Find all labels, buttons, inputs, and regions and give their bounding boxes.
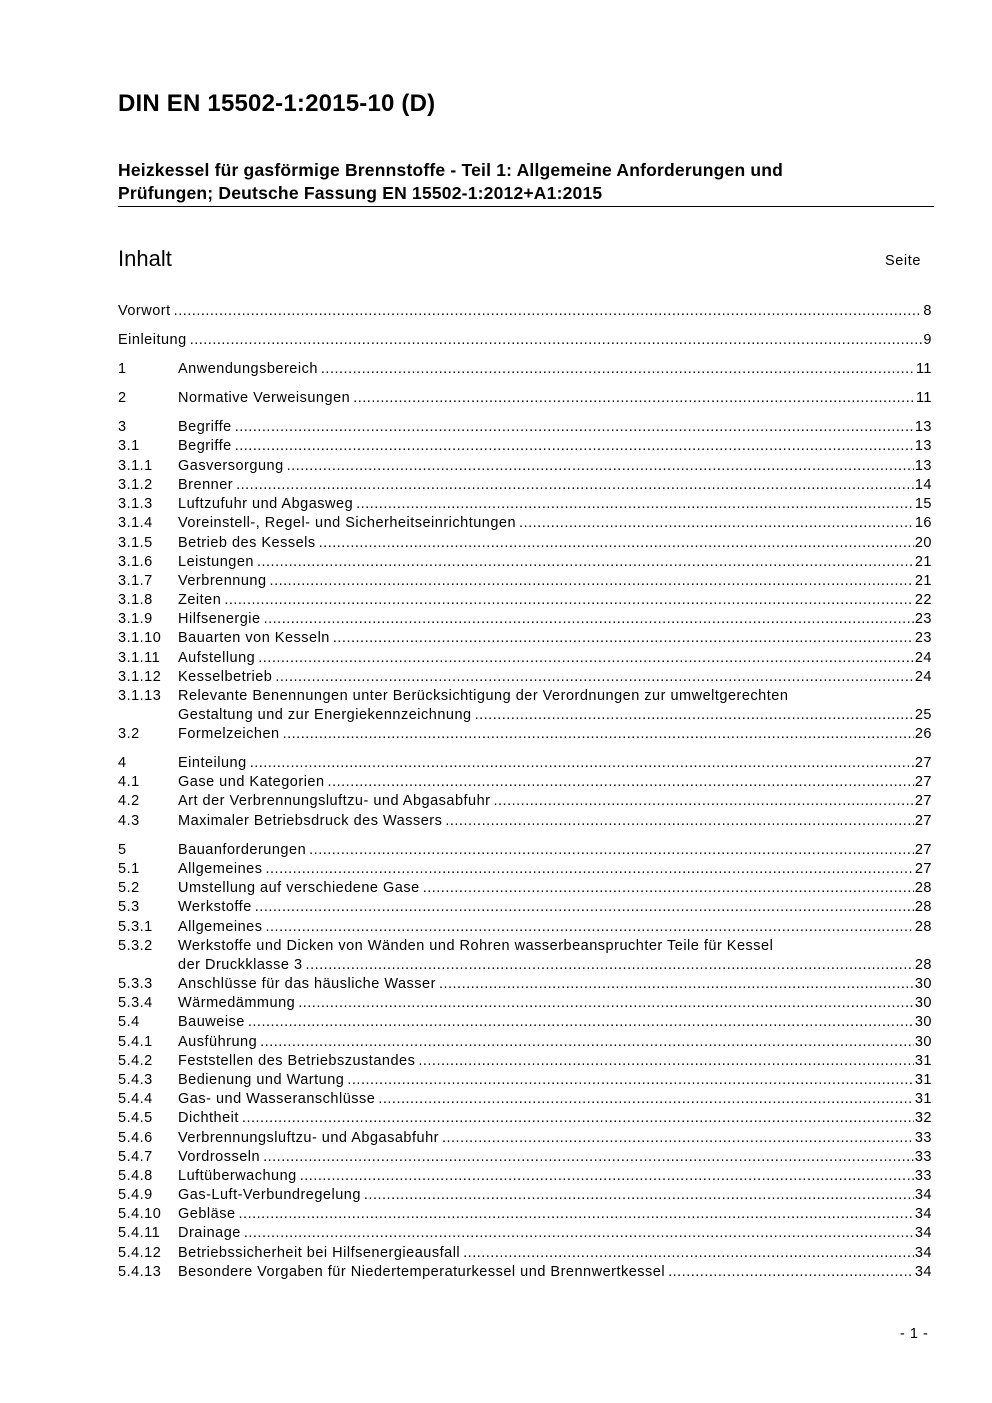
toc-entry-title: Anschlüsse für das häusliche Wasser bbox=[178, 976, 436, 992]
toc-entry-title: Normative Verweisungen bbox=[178, 390, 351, 406]
toc-entry-title: Vorwort bbox=[118, 303, 171, 319]
toc-entry-title: Ausführung bbox=[178, 1034, 258, 1050]
toc-entry[interactable] bbox=[118, 418, 932, 437]
toc-dot-leader bbox=[494, 792, 914, 811]
toc-dot-leader bbox=[235, 437, 914, 456]
toc-entry[interactable] bbox=[118, 687, 932, 725]
toc-entry[interactable] bbox=[118, 360, 932, 379]
toc-dot-leader bbox=[463, 1244, 914, 1263]
toc-dot-leader bbox=[174, 302, 923, 321]
toc-entry-page: 26 bbox=[914, 726, 932, 742]
toc-entry[interactable] bbox=[118, 860, 932, 879]
toc-entry-number: 3.1.6 bbox=[118, 554, 153, 570]
toc-entry-title: Zeiten bbox=[178, 592, 222, 608]
toc-entry[interactable] bbox=[118, 918, 932, 937]
toc-entry[interactable] bbox=[118, 792, 932, 811]
toc-entry-title: Begriffe bbox=[178, 419, 232, 435]
toc-entry[interactable] bbox=[118, 975, 932, 994]
toc-entry[interactable] bbox=[118, 476, 932, 495]
toc-entry-page: 30 bbox=[914, 995, 932, 1011]
toc-dot-leader bbox=[270, 572, 914, 591]
toc-entry[interactable] bbox=[118, 1148, 932, 1167]
toc-entry-page: 14 bbox=[914, 477, 932, 493]
toc-page-column-label: Seite bbox=[885, 253, 922, 269]
toc-entry[interactable] bbox=[118, 841, 932, 860]
toc-entry-page: 11 bbox=[915, 361, 932, 377]
toc-entry-number: 5.3.2 bbox=[118, 938, 153, 954]
toc-entry-number: 5.4.11 bbox=[118, 1225, 161, 1241]
toc-entry-title: Verbrennungsluftzu- und Abgasabfuhr bbox=[178, 1130, 439, 1146]
toc-entry-number: 5.4.1 bbox=[118, 1034, 153, 1050]
toc-entry-page: 25 bbox=[914, 707, 932, 723]
toc-entry-number: 5 bbox=[118, 842, 127, 858]
toc-entry-number: 5.1 bbox=[118, 861, 140, 877]
toc-entry-page: 28 bbox=[914, 957, 932, 973]
toc-entry-page: 23 bbox=[914, 630, 932, 646]
toc-entry-number: 2 bbox=[118, 390, 127, 406]
toc-entry-page: 31 bbox=[914, 1072, 932, 1088]
toc-entry[interactable] bbox=[118, 1263, 932, 1282]
toc-heading: Inhalt bbox=[118, 246, 172, 271]
toc-entry-number: 3.1.4 bbox=[118, 515, 153, 531]
toc-entry-number: 5.4.9 bbox=[118, 1187, 153, 1203]
toc-entry-number: 3.1.3 bbox=[118, 496, 153, 512]
toc-dot-leader bbox=[668, 1263, 914, 1282]
toc-dot-leader bbox=[347, 1071, 914, 1090]
toc-entry-page: 13 bbox=[914, 419, 932, 435]
toc-entry-title: Aufstellung bbox=[178, 650, 256, 666]
toc-entry-page: 34 bbox=[914, 1187, 932, 1203]
toc-entry-number: 3.1.9 bbox=[118, 611, 153, 627]
toc-entry[interactable] bbox=[118, 553, 932, 572]
toc-entry[interactable] bbox=[118, 495, 932, 514]
toc-entry[interactable] bbox=[118, 610, 932, 629]
toc-dot-leader bbox=[442, 1129, 914, 1148]
toc-entry-number: 5.4 bbox=[118, 1014, 140, 1030]
toc-entry-page: 34 bbox=[914, 1206, 932, 1222]
subtitle-line-1: Heizkessel für gasförmige Brennstoffe - Teil 1: Allgemeine Anforderungen und bbox=[118, 160, 784, 180]
toc-dot-leader bbox=[266, 918, 914, 937]
toc-entry-page: 28 bbox=[914, 899, 932, 915]
toc-entry-page: 27 bbox=[914, 774, 932, 790]
toc-entry-title: Voreinstell-, Regel- und Sicherheitseinrichtungen bbox=[178, 515, 517, 531]
toc-dot-leader bbox=[306, 956, 914, 975]
toc-entry[interactable] bbox=[118, 812, 932, 831]
toc-entry[interactable] bbox=[118, 1033, 932, 1052]
toc-entry-number: 5.4.8 bbox=[118, 1168, 153, 1184]
toc-entry-number: 5.3.1 bbox=[118, 919, 153, 935]
toc-entry[interactable] bbox=[118, 514, 932, 533]
toc-entry-number: 1 bbox=[118, 361, 127, 377]
toc-entry[interactable] bbox=[118, 437, 932, 456]
toc-entry-title: Allgemeines bbox=[178, 919, 263, 935]
toc-entry-number: 5.4.3 bbox=[118, 1072, 153, 1088]
toc-entry-page: 13 bbox=[914, 438, 932, 454]
toc-entry-page: 33 bbox=[914, 1168, 932, 1184]
toc-entry-page: 21 bbox=[914, 554, 932, 570]
toc-entry-number: 4.1 bbox=[118, 774, 140, 790]
toc-entry[interactable] bbox=[118, 1205, 932, 1224]
toc-entry[interactable] bbox=[118, 1186, 932, 1205]
toc-entry-page: 27 bbox=[914, 793, 932, 809]
toc-entry-title: Bauanforderungen bbox=[178, 842, 307, 858]
toc-entry-title: Umstellung auf verschiedene Gase bbox=[178, 880, 420, 896]
toc-entry-page: 24 bbox=[914, 650, 932, 666]
toc-entry-page: 15 bbox=[914, 496, 932, 512]
toc-entry-title: Gasversorgung bbox=[178, 458, 284, 474]
toc-entry-title: Feststellen des Betriebszustandes bbox=[178, 1053, 416, 1069]
toc-dot-leader bbox=[263, 1148, 914, 1167]
toc-entry[interactable] bbox=[118, 1129, 932, 1148]
toc-entry-title: Bauweise bbox=[178, 1014, 245, 1030]
toc-entry-number: 3.1.12 bbox=[118, 669, 162, 685]
toc-dot-leader bbox=[445, 812, 914, 831]
toc-entry[interactable] bbox=[118, 331, 932, 350]
toc-entry-title: Einleitung bbox=[118, 332, 187, 348]
toc-entry-title: Werkstoffe bbox=[178, 899, 252, 915]
toc-entry[interactable] bbox=[118, 1109, 932, 1128]
toc-entry-page: 31 bbox=[914, 1091, 932, 1107]
toc-entry-number: 3.1.1 bbox=[118, 458, 153, 474]
toc-entry[interactable] bbox=[118, 1244, 932, 1263]
toc-entry[interactable] bbox=[118, 725, 932, 744]
toc-entry[interactable] bbox=[118, 1167, 932, 1186]
toc-entry-page: 27 bbox=[914, 755, 932, 771]
toc-entry-title: Drainage bbox=[178, 1225, 241, 1241]
toc-entry[interactable] bbox=[118, 668, 932, 687]
toc-dot-leader bbox=[275, 668, 914, 687]
toc-entry[interactable] bbox=[118, 994, 932, 1013]
toc-entry[interactable] bbox=[118, 591, 932, 610]
toc-entry[interactable] bbox=[118, 1071, 932, 1090]
toc-entry-title: Maximaler Betriebsdruck des Wassers bbox=[178, 813, 443, 829]
toc-entry-number: 5.3.4 bbox=[118, 995, 153, 1011]
toc-dot-leader bbox=[328, 773, 914, 792]
toc-entry-page: 34 bbox=[914, 1225, 932, 1241]
toc-entry[interactable] bbox=[118, 773, 932, 792]
toc-entry-title: Gas-Luft-Verbundregelung bbox=[178, 1187, 361, 1203]
toc-entry-number: 3.1.10 bbox=[118, 630, 162, 646]
toc-entry-title: Wärmedämmung bbox=[178, 995, 296, 1011]
toc-entry-title: Leistungen bbox=[178, 554, 254, 570]
toc-dot-leader bbox=[260, 1033, 914, 1052]
toc-entry-number: 5.4.4 bbox=[118, 1091, 153, 1107]
toc-entry-title: Vordrosseln bbox=[178, 1149, 261, 1165]
toc-entry-number: 5.4.6 bbox=[118, 1130, 153, 1146]
toc-entry-page: 32 bbox=[914, 1110, 932, 1126]
toc-entry-number: 4.3 bbox=[118, 813, 140, 829]
toc-entry-title: Besondere Vorgaben für Niedertemperaturkessel und Brennwertkessel bbox=[178, 1264, 666, 1280]
toc-entry[interactable] bbox=[118, 1013, 932, 1032]
toc-entry[interactable] bbox=[118, 302, 932, 321]
toc-entry[interactable] bbox=[118, 879, 932, 898]
toc-entry-title: Betriebssicherheit bei Hilfsenergieausfall bbox=[178, 1245, 461, 1261]
toc-entry-title: Bauarten von Kesseln bbox=[178, 630, 330, 646]
toc-entry-number: 5.2 bbox=[118, 880, 140, 896]
toc-entry-page: 21 bbox=[914, 573, 932, 589]
toc-entry[interactable] bbox=[118, 649, 932, 668]
toc-dot-leader bbox=[258, 649, 914, 668]
toc-entry-page: 24 bbox=[914, 669, 932, 685]
toc-entry-title: Werkstoffe und Dicken von Wänden und Rohren wasserbeanspruchter Teile für Kessel bbox=[178, 938, 774, 954]
toc-dot-leader bbox=[235, 418, 914, 437]
toc-dot-leader bbox=[283, 725, 914, 744]
toc-dot-leader bbox=[287, 457, 914, 476]
toc-entry-title: Luftüberwachung bbox=[178, 1168, 297, 1184]
toc-entry-title: Luftzufuhr und Abgasweg bbox=[178, 496, 354, 512]
toc-entry-page: 22 bbox=[914, 592, 932, 608]
toc-dot-leader bbox=[319, 534, 914, 553]
toc-entry-page: 33 bbox=[914, 1149, 932, 1165]
toc-entry-number: 5.4.7 bbox=[118, 1149, 153, 1165]
toc-entry[interactable] bbox=[118, 1224, 932, 1243]
toc-dot-leader bbox=[242, 1109, 914, 1128]
toc-entry-title: der Druckklasse 3 bbox=[178, 957, 303, 973]
toc-entry-title: Brenner bbox=[178, 477, 234, 493]
toc-entry-title: Art der Verbrennungsluftzu- und Abgasabfuhr bbox=[178, 793, 491, 809]
toc-entry-title: Bedienung und Wartung bbox=[178, 1072, 345, 1088]
document-title: DIN EN 15502-1:2015-10 (D) bbox=[118, 90, 436, 117]
toc-entry[interactable] bbox=[118, 937, 932, 975]
toc-dot-leader bbox=[356, 495, 914, 514]
toc-entry-title: Gestaltung und zur Energiekennzeichnung bbox=[178, 707, 472, 723]
toc-entry-title: Begriffe bbox=[178, 438, 232, 454]
toc-entry-page: 27 bbox=[914, 842, 932, 858]
toc-entry-number: 3.1.8 bbox=[118, 592, 153, 608]
toc-entry-number: 3.1.5 bbox=[118, 535, 153, 551]
toc-dot-leader bbox=[353, 389, 915, 408]
toc-entry-page: 30 bbox=[914, 1034, 932, 1050]
toc-entry-title: Dichtheit bbox=[178, 1110, 239, 1126]
toc-entry[interactable] bbox=[118, 1090, 932, 1109]
toc-entry-page: 34 bbox=[914, 1245, 932, 1261]
toc-entry-number: 3.1.11 bbox=[118, 650, 161, 666]
toc-entry[interactable] bbox=[118, 898, 932, 917]
toc-entry-number: 3.2 bbox=[118, 726, 140, 742]
toc-entry[interactable] bbox=[118, 457, 932, 476]
toc-dot-leader bbox=[257, 553, 914, 572]
toc-entry-page: 30 bbox=[914, 976, 932, 992]
toc-dot-leader bbox=[298, 994, 914, 1013]
toc-entry-title: Einteilung bbox=[178, 755, 247, 771]
toc-dot-leader bbox=[378, 1090, 914, 1109]
toc-entry-page: 23 bbox=[914, 611, 932, 627]
toc-entry-number: 3.1.13 bbox=[118, 688, 162, 704]
toc-entry-page: 33 bbox=[914, 1130, 932, 1146]
toc-entry[interactable] bbox=[118, 389, 932, 408]
toc-entry-number: 3.1.7 bbox=[118, 573, 153, 589]
toc-entry-title: Anwendungsbereich bbox=[178, 361, 318, 377]
toc-dot-leader bbox=[266, 860, 914, 879]
subtitle-line-2: Prüfungen; Deutsche Fassung EN 15502-1:2012+A1:2015 bbox=[118, 183, 603, 203]
toc-dot-leader bbox=[224, 591, 914, 610]
toc-entry[interactable] bbox=[118, 1052, 932, 1071]
toc-entry[interactable] bbox=[118, 629, 932, 648]
toc-dot-leader bbox=[333, 629, 914, 648]
toc-dot-leader bbox=[248, 1013, 914, 1032]
toc-dot-leader bbox=[321, 360, 915, 379]
toc-entry-number: 4.2 bbox=[118, 793, 140, 809]
toc-dot-leader bbox=[418, 1052, 914, 1071]
toc-dot-leader bbox=[475, 706, 914, 725]
toc-dot-leader bbox=[250, 754, 914, 773]
toc-entry-page: 34 bbox=[914, 1264, 932, 1280]
toc-entry-page: 20 bbox=[914, 535, 932, 551]
page-number: - 1 - bbox=[900, 1326, 929, 1342]
toc-entry-number: 3.1.2 bbox=[118, 477, 153, 493]
toc-dot-leader bbox=[190, 331, 923, 350]
toc-entry-number: 5.4.13 bbox=[118, 1264, 162, 1280]
toc-entry-number: 5.4.10 bbox=[118, 1206, 162, 1222]
toc-entry-number: 5.4.12 bbox=[118, 1245, 162, 1261]
toc-dot-leader bbox=[239, 1205, 914, 1224]
toc-entry-page: 31 bbox=[914, 1053, 932, 1069]
toc-dot-leader bbox=[519, 514, 914, 533]
toc-entry-title: Hilfsenergie bbox=[178, 611, 261, 627]
toc-dot-leader bbox=[439, 975, 914, 994]
toc-entry-title: Betrieb des Kessels bbox=[178, 535, 316, 551]
toc-dot-leader bbox=[264, 610, 914, 629]
toc-entry-page: 16 bbox=[914, 515, 932, 531]
table-of-contents bbox=[118, 0, 932, 1403]
toc-entry[interactable] bbox=[118, 572, 932, 591]
toc-entry-page: 27 bbox=[914, 813, 932, 829]
toc-entry-page: 13 bbox=[914, 458, 932, 474]
toc-entry-page: 27 bbox=[914, 861, 932, 877]
toc-entry-page: 9 bbox=[923, 332, 932, 348]
toc-entry-page: 8 bbox=[923, 303, 932, 319]
toc-entry-number: 5.4.2 bbox=[118, 1053, 153, 1069]
toc-entry-title: Gebläse bbox=[178, 1206, 236, 1222]
toc-entry-title: Gase und Kategorien bbox=[178, 774, 325, 790]
toc-dot-leader bbox=[364, 1186, 914, 1205]
toc-entry-title: Kesselbetrieb bbox=[178, 669, 273, 685]
toc-entry-number: 5.3 bbox=[118, 899, 140, 915]
toc-entry[interactable] bbox=[118, 754, 932, 773]
toc-dot-leader bbox=[255, 898, 914, 917]
toc-entry-number: 3 bbox=[118, 419, 127, 435]
toc-entry-title: Gas- und Wasseranschlüsse bbox=[178, 1091, 376, 1107]
toc-entry-number: 3.1 bbox=[118, 438, 140, 454]
toc-dot-leader bbox=[309, 841, 914, 860]
toc-dot-leader bbox=[236, 476, 914, 495]
toc-dot-leader bbox=[300, 1167, 914, 1186]
toc-dot-leader bbox=[423, 879, 914, 898]
toc-entry-title: Relevante Benennungen unter Berücksichtigung der Verordnungen zur umweltgerechten bbox=[178, 688, 789, 704]
toc-entry-title: Verbrennung bbox=[178, 573, 267, 589]
toc-entry-page: 28 bbox=[914, 880, 932, 896]
toc-entry-page: 28 bbox=[914, 919, 932, 935]
toc-entry-page: 30 bbox=[914, 1014, 932, 1030]
toc-entry-page: 11 bbox=[915, 390, 932, 406]
toc-entry-title: Allgemeines bbox=[178, 861, 263, 877]
toc-entry-number: 4 bbox=[118, 755, 127, 771]
toc-entry-number: 5.3.3 bbox=[118, 976, 153, 992]
toc-entry-number: 5.4.5 bbox=[118, 1110, 153, 1126]
toc-entry[interactable] bbox=[118, 534, 932, 553]
toc-entry-title: Formelzeichen bbox=[178, 726, 280, 742]
toc-dot-leader bbox=[244, 1224, 914, 1243]
